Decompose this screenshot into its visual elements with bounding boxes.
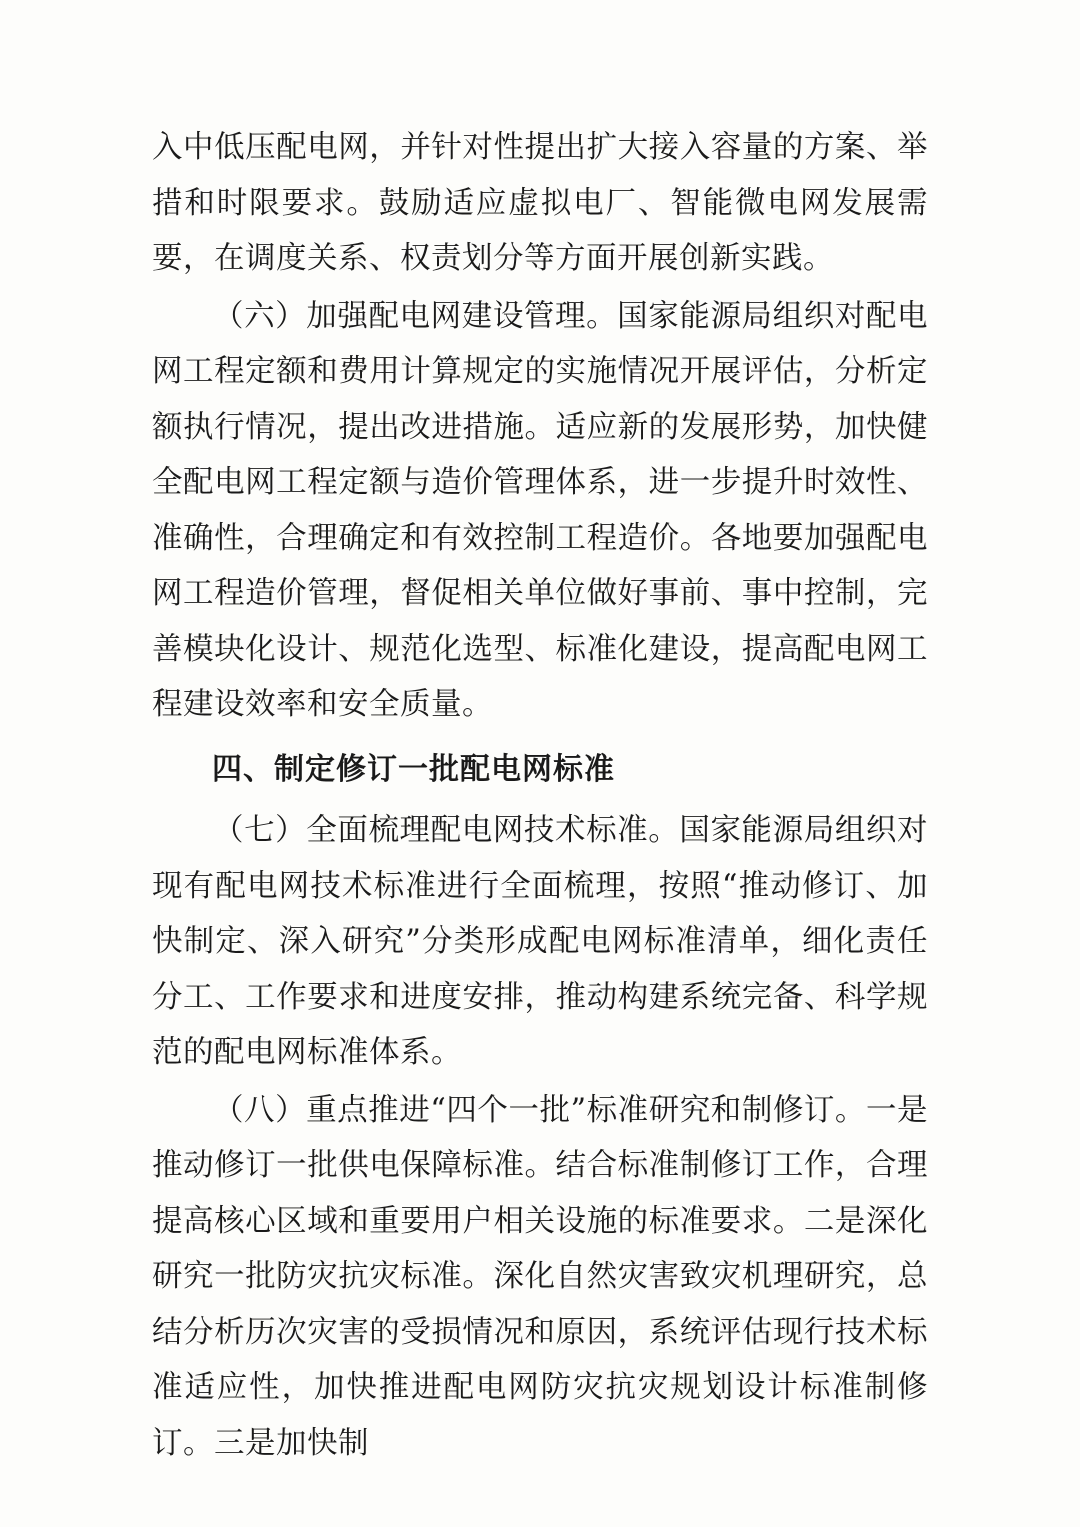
document-body xyxy=(152,120,928,1471)
section-heading-four: 四、制定修订一批配电网标准 xyxy=(212,751,615,787)
paragraph-continued: 入中低压配电网，并针对性提出扩大接入容量的方案、举措和时限要求。鼓励适应虚拟电厂、智能微电网发展需要，在调度关系、权责划分等方面开展创新实践。 xyxy=(152,130,928,276)
paragraph-item-six: （六）加强配电网建设管理。国家能源局组织对配电网工程定额和费用计算规定的实施情况开展评估，分析定额执行情况，提出改进措施。适应新的发展形势，加快健全配电网工程定额与造价管理体系，进一步提升时效性、准确性，合理确定和有效控制工程造价。各地要加强配电网工程造价管理，督促相关单位做好事前、事中控制，完善模块化设计、规范化选型、标准化建设，提高配电网工程建设效率和安全质量。 xyxy=(152,298,928,722)
paragraph-item-eight: （八）重点推进“四个一批”标准研究和制修订。一是推动修订一批供电保障标准。结合标准制修订工作，合理提高核心区域和重要用户相关设施的标准要求。二是深化研究一批防灾抗灾标准。深化自然灾害致灾机理研究，总结分析历次灾害的受损情况和原因，系统评估现行技术标准适应性，加快推进配电网防灾抗灾规划设计标准制修订。三是加快制 xyxy=(152,1092,928,1461)
paragraph-item-seven: （七）全面梳理配电网技术标准。国家能源局组织对现有配电网技术标准进行全面梳理，按照“推动修订、加快制定、深入研究”分类形成配电网标准清单，细化责任分工、工作要求和进度安排，推动构建系统完备、科学规范的配电网标准体系。 xyxy=(152,813,928,1071)
